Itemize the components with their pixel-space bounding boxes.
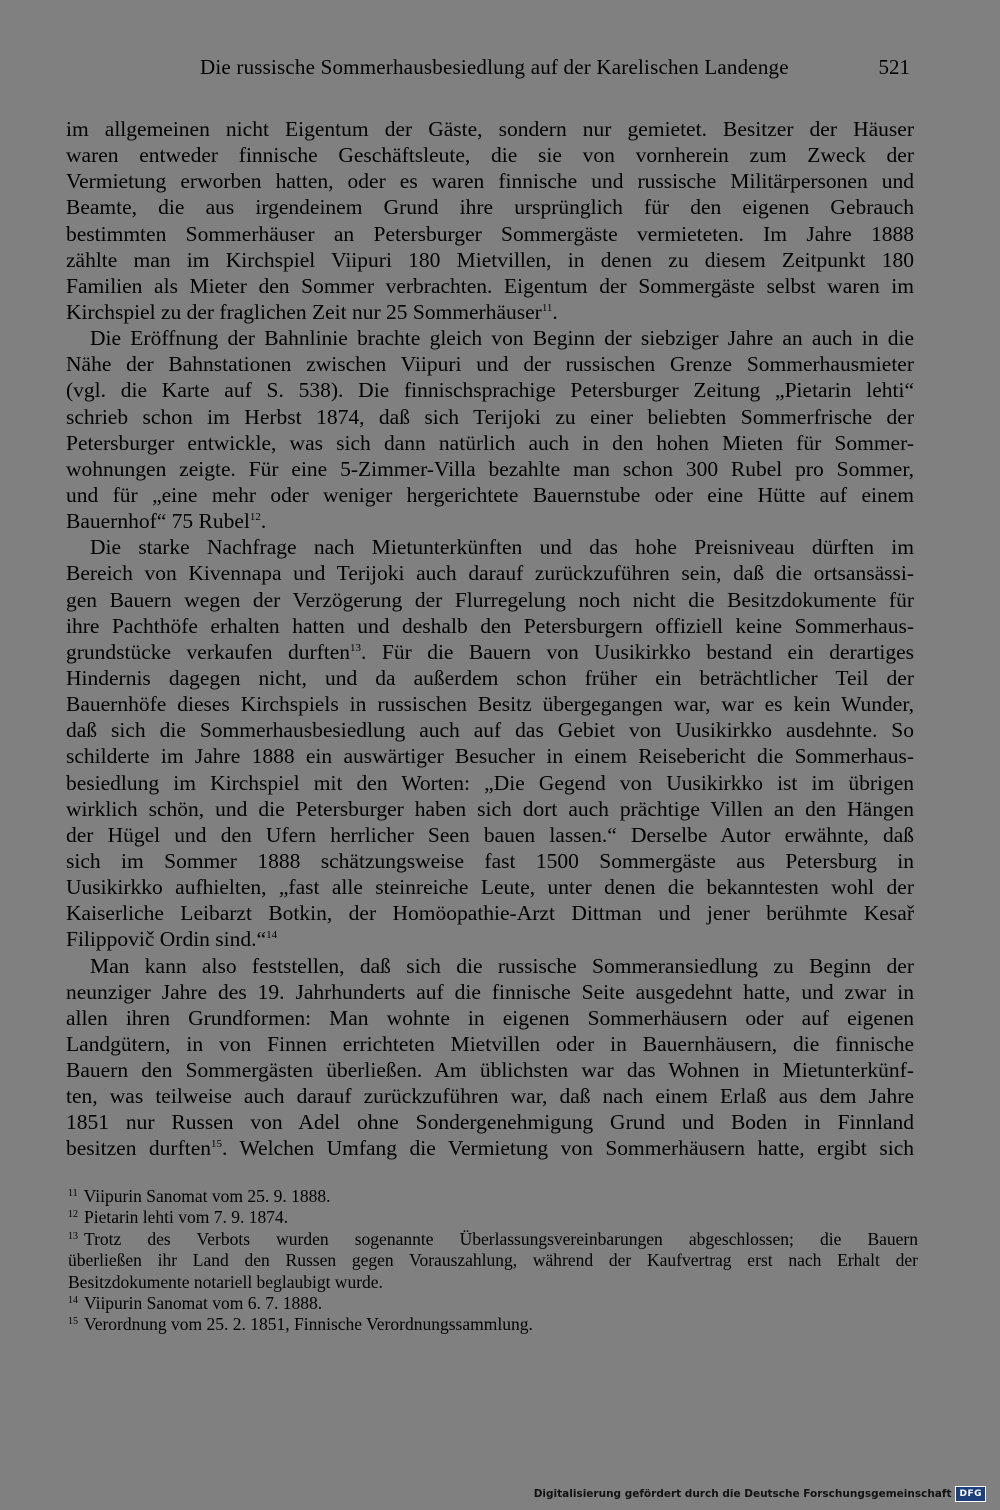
footnote-ref-11[interactable]: 11 — [541, 301, 553, 314]
text-line: waren entweder finnische Geschäftsleute, die sie von vornherein zum Zweck der — [66, 143, 914, 168]
footnote-text: Trotz des Verbots wurden sogenannte Überlassungsvereinbarungen abgeschlossen; die Bauern — [84, 1228, 918, 1249]
footnote-number: 15 — [68, 1316, 78, 1328]
text-line: Hindernis dagegen nicht, und da außerdem schon früher ein beträchtlicher Teil der — [66, 665, 914, 690]
text-run: . Welchen Umfang die Vermietung von Sommerhäusern hatte, ergibt sich — [222, 1136, 914, 1161]
footnote-text: Viipurin Sanomat vom 25. 9. 1888. — [83, 1186, 331, 1206]
text-line: der Hügel und den Ufern herrlicher Seen bauen lassen.“ Derselbe Autor erwähnte, daß — [66, 822, 914, 847]
footnote-12 — [68, 1207, 918, 1228]
text-line: wirklich schön, und die Petersburger haben sich dort auch prächtige Villen an den Hängen — [66, 796, 914, 821]
footnote-number: 11 — [68, 1188, 78, 1199]
paragraph-1 — [66, 116, 914, 325]
text-run: . Für die Bauern von Uusikirkko bestand ein derartiges — [361, 639, 915, 664]
footnote-ref-15[interactable]: 15 — [211, 1138, 222, 1151]
text-line — [66, 508, 914, 534]
footnote-text: Verordnung vom 25. 2. 1851, Finnische Verordnungssammlung. — [84, 1314, 533, 1335]
footnote-13-continued: überließen ihr Land den Russen gegen Vorauszahlung, während der Kaufvertrag erst nach Erhalt der — [68, 1250, 918, 1271]
text-line: Bereich von Kivennapa und Terijoki auch darauf zurückzuführen sein, daß die ortsansässi- — [66, 561, 914, 586]
footnote-ref-13[interactable]: 13 — [350, 641, 362, 654]
text-line: zählte man im Kirchspiel Viipuri 180 Mietvillen, in denen zu diesem Zeitpunkt 180 — [66, 247, 914, 272]
text-line: daß sich die Sommerhausbesiedlung auch auf das Gebiet von Uusikirkko ausdehnte. So — [66, 718, 914, 743]
text-line: Man kann also feststellen, daß sich die russische Sommeransiedlung zu Beginn der — [90, 953, 914, 978]
body-text — [66, 116, 914, 1162]
paragraph-4 — [66, 953, 914, 1162]
text-line: besiedlung im Kirchspiel mit den Worten: „Die Gegend von Uusikirkko ist im übrigen — [66, 770, 914, 795]
text-line: schilderte im Jahre 1888 ein auswärtiger Besucher in einem Reisebericht die Sommerhaus- — [66, 744, 914, 769]
text-line: wohnungen zeigte. Für eine 5-Zimmer-Villa bezahlte man schon 300 Rubel pro Sommer, — [66, 456, 914, 481]
running-title: Die russische Sommerhausbesiedlung auf der Karelischen Landenge — [200, 55, 789, 79]
text-run: Filippovič Ordin sind.“ — [66, 927, 267, 952]
text-run: Kirchspiel zu der fraglichen Zeit nur 25 Sommerhäuser — [66, 299, 542, 324]
text-line: Landgütern, in von Finnen errichteten Mietvillen oder in Bauernhäusern, die finnische — [66, 1031, 914, 1056]
digitization-notice — [534, 1484, 986, 1504]
text-line: Petersburger entwickle, was sich dann natürlich auch in den hohen Mieten für Sommer- — [66, 430, 914, 455]
running-header — [68, 55, 910, 85]
text-line: bestimmten Sommerhäuser an Petersburger Sommergäste vermieteten. Im Jahre 1888 — [66, 221, 914, 246]
text-line — [66, 299, 914, 325]
text-line — [66, 926, 914, 952]
text-line: Die Eröffnung der Bahnlinie brachte gleich von Beginn der siebziger Jahre an auch in die — [90, 326, 914, 351]
text-line: Kaiserliche Leibarzt Botkin, der Homöopathie-Arzt Dittman und jener berühmte Kesař — [66, 901, 914, 926]
text-line: ihre Pachthöfe erhalten hatten und deshalb den Petersburgern offiziell keine Sommerhaus- — [66, 613, 914, 638]
footnote-13 — [68, 1229, 918, 1250]
text-line — [66, 639, 914, 665]
footnote-ref-12[interactable]: 12 — [249, 511, 261, 524]
paragraph-3 — [66, 534, 914, 952]
footnote-text: Pietarin lehti vom 7. 9. 1874. — [84, 1207, 289, 1228]
text-line — [66, 1135, 914, 1161]
footnote-number: 12 — [68, 1209, 78, 1221]
footnote-number: 14 — [68, 1294, 78, 1306]
text-line: Uusikirkko aufhielten, „fast alle steinreiche Leute, unter denen die bekanntesten wohl der — [66, 875, 914, 900]
text-line: sich im Sommer 1888 schätzungsweise fast 1500 Sommergäste aus Petersburg in — [66, 848, 914, 873]
footnotes — [68, 1186, 918, 1336]
paragraph-2 — [66, 325, 914, 534]
text-line: 1851 nur Russen von Adel ohne Sondergenehmigung Grund und Boden in Finnland — [66, 1110, 914, 1135]
text-line: schrieb schon im Herbst 1874, daß sich Terijoki zu einer beliebten Sommerfrische der — [66, 404, 914, 429]
text-line: neunziger Jahre des 19. Jahrhunderts auf die finnische Seite ausgedehnt hatte, und zwar in — [66, 979, 914, 1004]
footnote-text: Viipurin Sanomat vom 6. 7. 1888. — [84, 1292, 323, 1313]
text-line: im allgemeinen nicht Eigentum der Gäste, sondern nur gemietet. Besitzer der Häuser — [66, 117, 914, 141]
text-run: . — [260, 509, 267, 534]
text-line: Familien als Mieter den Sommer verbrachten. Eigentum der Sommergäste selbst waren im — [66, 273, 914, 298]
text-line: gen Bauern wegen der Verzögerung der Flurregelung noch nicht die Besitzdokumente für — [66, 587, 914, 612]
text-run: . — [552, 299, 558, 324]
text-line: Beamte, die aus irgendeinem Grund ihre ursprünglich für den eigenen Gebrauch — [66, 195, 914, 220]
text-line: und für „eine mehr oder weniger hergerichtete Bauernstube oder eine Hütte auf einem — [66, 482, 914, 507]
footnote-ref-14[interactable]: 14 — [266, 929, 278, 942]
footnote-13-continued: Besitzdokumente notariell beglaubigt wurde. — [68, 1271, 383, 1292]
page-number: 521 — [878, 55, 910, 79]
text-line: Die starke Nachfrage nach Mietunterkünften und das hohe Preisniveau dürften im — [90, 535, 914, 560]
footnote-14 — [68, 1293, 918, 1314]
text-line: Nähe der Bahnstationen zwischen Viipuri und der russischen Grenze Sommerhausmieter — [66, 352, 914, 377]
text-run: grundstücke verkaufen durften — [66, 639, 351, 664]
footnote-15 — [68, 1314, 918, 1335]
digitization-text: Digitalisierung gefördert durch die Deutsche Forschungsgemeinschaft — [533, 1488, 952, 1500]
text-line: Bauern den Sommergästen überließen. Am üblichsten war das Wohnen in Mietunterkünf- — [66, 1058, 914, 1083]
text-run: besitzen durften — [66, 1136, 211, 1161]
text-run: Bauernhof“ 75 Rubel — [66, 509, 250, 534]
text-line: (vgl. die Karte auf S. 538). Die finnischsprachige Petersburger Zeitung „Pietarin lehti“ — [66, 378, 914, 403]
footnote-11 — [68, 1186, 918, 1207]
footnote-number: 13 — [68, 1230, 78, 1242]
text-line: allen ihren Grundformen: Man wohnte in eigenen Sommerhäusern oder auf eigenen — [66, 1005, 914, 1030]
text-line: Vermietung erworben hatten, oder es waren finnische und russische Militärpersonen und — [66, 169, 914, 194]
text-line: Bauernhöfe dieses Kirchspiels in russischen Besitz übergegangen war, war es kein Wunder, — [66, 692, 914, 717]
dfg-logo-icon: DFG — [955, 1486, 986, 1502]
text-line: ten, was teilweise auch darauf zurückzuführen war, daß nach einem Erlaß aus dem Jahre — [66, 1084, 914, 1109]
